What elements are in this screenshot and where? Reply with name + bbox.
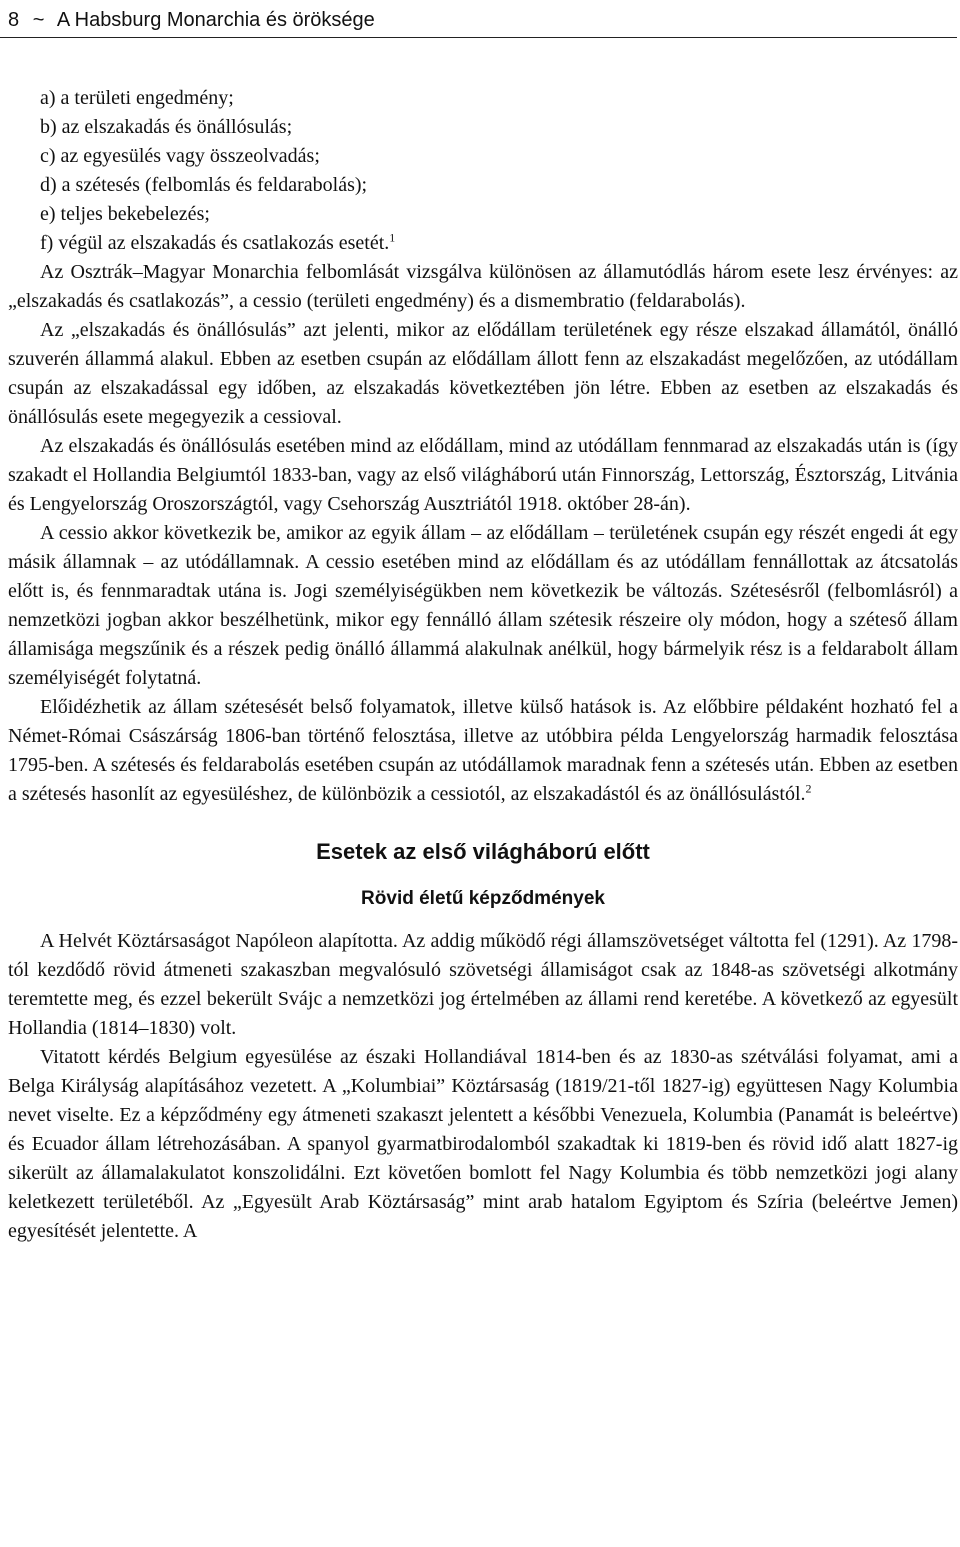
list-item: b) az elszakadás és önállósulás; xyxy=(40,116,293,138)
paragraph: Az Osztrák–Magyar Monarchia felbomlását vizsgálva különösen az államutódlás három esete lesz érvényes: az „elszakadás és csatlakozás”, a cessio (területi engedmény) és a dismembratio (feldarabolás). xyxy=(8,261,958,312)
running-header xyxy=(0,0,957,38)
paragraph: A Helvét Köztársaságot Napóleon alapította. Az addig működő régi államszövetséget váltotta fel (1291). Az 1798-tól kezdődő rövid átmeneti szakaszban megvalósuló szövetségi államiságot csak az 1848-as szövetségi alkotmány teremtette meg, és ezzel bekerült Svájc a nemzetközi jog értelmében az állami rend keretébe. A következő az egyesült Hollandia (1814–1830) volt. xyxy=(8,930,958,1039)
paragraph-text: Előidézhetik az állam szétesését belső folyamatok, illetve külső hatások is. Az előbbire példaként hozható fel a Német-Római Császárság 1806-ban történő felosztása, illetve az utóbbira példa Lengyelország harmadik felosztása 1795-ben. A szétesés és feldarabolás esetében csupán az utódállamok maradnak fenn a szétesés után. Ebben az esetben a szétesés hasonlít az egyesüléshez, de különbözik a cessiotól, az elszakadástól és az önállósulástól. xyxy=(8,696,958,805)
section-heading: Esetek az első világháború előtt xyxy=(316,839,650,864)
header-separator: ~ xyxy=(32,9,45,31)
list-item-text: f) végül az elszakadás és csatlakozás esetét. xyxy=(40,232,390,254)
footnote-reference-1[interactable]: 1 xyxy=(389,230,396,245)
footnote-reference-2[interactable]: 2 xyxy=(805,781,812,796)
page-number: 8 xyxy=(8,9,20,31)
list-item-with-footnote xyxy=(8,229,958,258)
paragraph: Vitatott kérdés Belgium egyesülése az északi Hollandiával 1814-ben és az 1830-as szétválási folyamat, ami a Belga Királyság alapításához vezetett. A „Kolumbiai” Köztársaság (1819/21-től 1827-ig) együttesen Nagy Kolumbia nevet viselte. Ez a képződmény egy átmeneti szakaszt jelentett a későbbi Venezuela, Kolumbia (Panamát is beleértve) és Ecuador állam létrehozásában. A spanyol gyarmatbirodalomból szakadtak ki 1819-ben és rövid idő alatt 1827-ig sikerült az államalakulatot konszolidálni. Ezt követően bomlott fel Nagy Kolumbia és több nemzetközi jogi alany keletkezett területéből. Az „Egyesült Arab Köztársaság” mint arab hatalom Egyiptom és Szíria (beleértve Jemen) egyesítését jelentette. A xyxy=(8,1046,958,1242)
list-item: c) az egyesülés vagy összeolvadás; xyxy=(40,145,320,167)
list-item: e) teljes bekebelezés; xyxy=(40,203,210,225)
running-title: A Habsburg Monarchia és öröksége xyxy=(56,9,375,31)
paragraph-with-footnote xyxy=(8,693,958,809)
page-body xyxy=(8,84,958,1246)
paragraph: A cessio akkor következik be, amikor az egyik állam – az elődállam – területének csupán egy részét engedi át egy másik államnak – az utódállamnak. A cessio esetében mind az elődállam és az utódállam fennállottak az átcsatolás előtt is, és fennmaradtak utána is. Jogi személyiségükben nem következik be változás. Szétesésről (felbomlásról) a nemzetközi jogban akkor beszélhetünk, mikor egy fennálló állam szétesik részeire oly módon, hogy a széteső állam államisága megszűnik és a részek pedig önálló állammá alakulnak anélkül, hogy bármelyik rész is a feldarabolt állam személyiségét folytatná. xyxy=(8,522,958,689)
list-item: d) a szétesés (felbomlás és feldarabolás); xyxy=(40,174,368,196)
paragraph: Az „elszakadás és önállósulás” azt jelenti, mikor az elődállam területének egy része elszakad államától, önálló szuverén állammá alakul. Ebben az esetben csupán az elődállam állott fenn az elszakadást megelőzően, az utódállam csupán az elszakadással egy időben, az elszakadás következtében jön létre. Ebben az esetben az elszakadás és önállósulás esete megegyezik a cessioval. xyxy=(8,319,958,428)
list-item: a) a területi engedmény; xyxy=(40,87,234,109)
section-subheading: Rövid életű képződmények xyxy=(361,888,605,909)
paragraph: Az elszakadás és önállósulás esetében mind az elődállam, mind az utódállam fennmarad az elszakadás után is (így szakadt el Hollandia Belgiumtól 1833-ban, vagy az első világháború után Finnország, Lettország, Észtország, Litvánia és Lengyelország Oroszországtól, vagy Csehország Ausztriától 1918. október 28-án). xyxy=(8,435,958,515)
